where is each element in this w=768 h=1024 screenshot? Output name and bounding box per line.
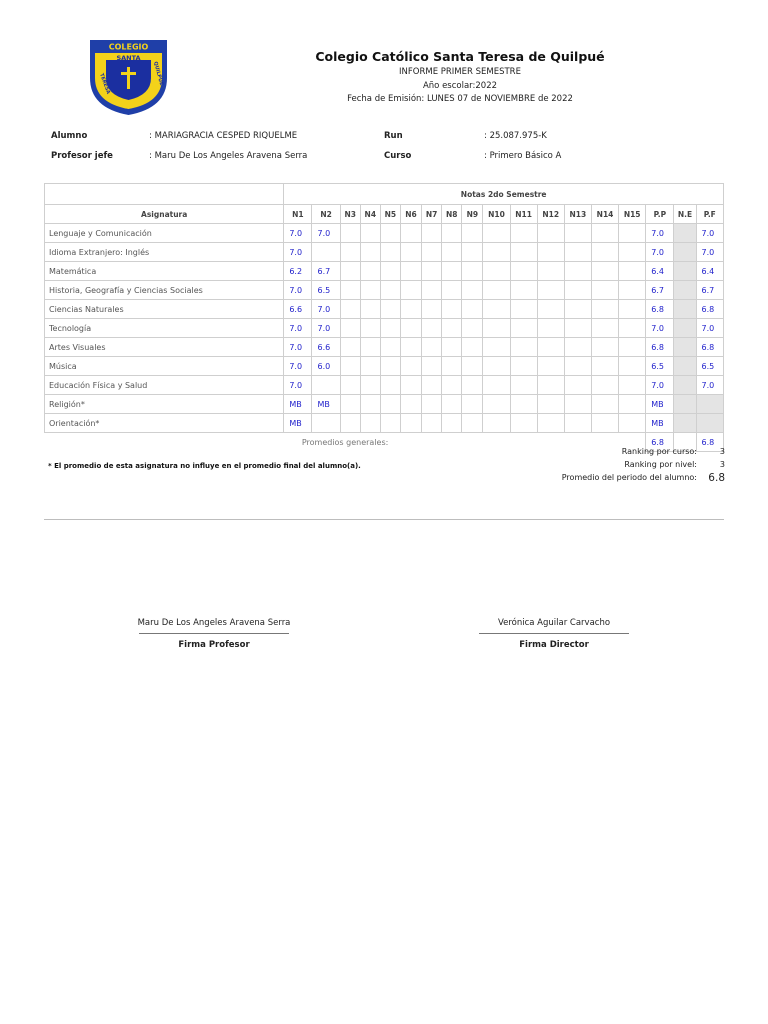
table-row bbox=[45, 281, 724, 300]
promedio-pp: 6.8 bbox=[646, 433, 674, 452]
table-row bbox=[45, 319, 724, 338]
grade-ne bbox=[674, 414, 696, 433]
grade-pp: 6.4 bbox=[646, 262, 674, 281]
column-header: N15 bbox=[619, 205, 646, 224]
grade-empty bbox=[380, 281, 400, 300]
svg-text:SANTA: SANTA bbox=[116, 54, 141, 62]
grade-empty bbox=[340, 243, 360, 262]
grade-empty bbox=[483, 376, 510, 395]
grade-empty bbox=[360, 281, 380, 300]
signature-line bbox=[139, 633, 289, 634]
grade-empty bbox=[400, 338, 421, 357]
grade-empty bbox=[380, 376, 400, 395]
run-label: Run bbox=[384, 131, 403, 141]
subject-cell: Música bbox=[45, 357, 284, 376]
grade-empty bbox=[483, 243, 510, 262]
grade-empty bbox=[483, 357, 510, 376]
profesor-signature-role: Firma Profesor bbox=[178, 640, 250, 650]
grade-empty bbox=[442, 281, 462, 300]
grade-pp: MB bbox=[646, 414, 674, 433]
grade-empty bbox=[462, 300, 483, 319]
profesor-label: Profesor jefe bbox=[51, 151, 113, 161]
grade-empty bbox=[462, 262, 483, 281]
grade-empty bbox=[360, 262, 380, 281]
grade-empty bbox=[564, 319, 591, 338]
promedio-periodo-label: Promedio del periodo del alumno: bbox=[561, 473, 697, 482]
grade-empty bbox=[510, 224, 537, 243]
footnote: * El promedio de esta asignatura no influye en el promedio final del alumno(a). bbox=[48, 462, 361, 470]
director-signature-role: Firma Director bbox=[519, 640, 589, 650]
grade-empty bbox=[619, 300, 646, 319]
column-header: N6 bbox=[400, 205, 421, 224]
grade-empty bbox=[360, 357, 380, 376]
grade-empty bbox=[340, 395, 360, 414]
grade-pp: 7.0 bbox=[646, 319, 674, 338]
grade-empty bbox=[422, 357, 442, 376]
grade-pf bbox=[696, 414, 723, 433]
signature-line bbox=[479, 633, 629, 634]
grade-empty bbox=[510, 357, 537, 376]
column-header: P.P bbox=[646, 205, 674, 224]
grade-n2: MB bbox=[312, 395, 340, 414]
grade-empty bbox=[340, 224, 360, 243]
grade-empty bbox=[537, 338, 564, 357]
grade-empty bbox=[360, 338, 380, 357]
grade-empty bbox=[380, 414, 400, 433]
grade-empty bbox=[510, 376, 537, 395]
grade-empty bbox=[462, 243, 483, 262]
grade-n2 bbox=[312, 243, 340, 262]
grade-empty bbox=[564, 224, 591, 243]
grade-empty bbox=[483, 224, 510, 243]
profesor-value: : Maru De Los Angeles Aravena Serra bbox=[149, 151, 308, 161]
grade-empty bbox=[591, 300, 618, 319]
grade-n1: 6.6 bbox=[284, 300, 312, 319]
grade-empty bbox=[462, 414, 483, 433]
grade-n1: 7.0 bbox=[284, 319, 312, 338]
subject-cell: Ciencias Naturales bbox=[45, 300, 284, 319]
grade-empty bbox=[510, 414, 537, 433]
grade-empty bbox=[442, 338, 462, 357]
grade-empty bbox=[340, 262, 360, 281]
grade-n1: 7.0 bbox=[284, 376, 312, 395]
grade-empty bbox=[422, 338, 442, 357]
grade-empty bbox=[483, 281, 510, 300]
grade-pp: 7.0 bbox=[646, 376, 674, 395]
ranking-nivel-value: 3 bbox=[719, 460, 725, 469]
grade-ne bbox=[674, 224, 696, 243]
grade-n1: 7.0 bbox=[284, 338, 312, 357]
grade-empty bbox=[591, 414, 618, 433]
grade-empty bbox=[537, 414, 564, 433]
grade-empty bbox=[537, 224, 564, 243]
column-header: N14 bbox=[591, 205, 618, 224]
subject-cell: Tecnología bbox=[45, 319, 284, 338]
grade-empty bbox=[360, 376, 380, 395]
grade-n1: 7.0 bbox=[284, 281, 312, 300]
svg-text:COLEGIO: COLEGIO bbox=[108, 42, 149, 52]
grade-empty bbox=[422, 376, 442, 395]
ranking-nivel-label: Ranking por nivel: bbox=[624, 460, 697, 469]
subject-cell: Matemática bbox=[45, 262, 284, 281]
grade-n1: 7.0 bbox=[284, 243, 312, 262]
grade-empty bbox=[619, 262, 646, 281]
run-value: : 25.087.975-K bbox=[484, 131, 547, 141]
grade-ne bbox=[674, 243, 696, 262]
subject-cell: Educación Física y Salud bbox=[45, 376, 284, 395]
grade-empty bbox=[422, 243, 442, 262]
grade-ne bbox=[674, 262, 696, 281]
ranking-stats bbox=[562, 445, 725, 484]
alumno-value: : MARIAGRACIA CESPED RIQUELME bbox=[149, 131, 298, 141]
grade-empty bbox=[462, 338, 483, 357]
grade-empty bbox=[510, 281, 537, 300]
grade-n2: 6.6 bbox=[312, 338, 340, 357]
table-row bbox=[45, 414, 724, 433]
grade-empty bbox=[360, 224, 380, 243]
grade-empty bbox=[591, 262, 618, 281]
grade-empty bbox=[537, 300, 564, 319]
subject-cell: Orientación* bbox=[45, 414, 284, 433]
report-title: INFORME PRIMER SEMESTRE bbox=[399, 67, 521, 77]
grade-n2: 7.0 bbox=[312, 224, 340, 243]
column-header: N4 bbox=[360, 205, 380, 224]
column-header: P.F bbox=[696, 205, 723, 224]
grade-pp: 7.0 bbox=[646, 224, 674, 243]
grade-empty bbox=[537, 243, 564, 262]
grade-empty bbox=[510, 319, 537, 338]
blank-cell bbox=[45, 433, 284, 452]
grade-empty bbox=[380, 357, 400, 376]
grade-empty bbox=[400, 395, 421, 414]
signature-profesor bbox=[124, 617, 304, 650]
profesor-signature-name: Maru De Los Angeles Aravena Serra bbox=[137, 618, 291, 628]
grade-ne bbox=[674, 300, 696, 319]
grade-n2 bbox=[312, 414, 340, 433]
grade-empty bbox=[537, 395, 564, 414]
grade-empty bbox=[483, 300, 510, 319]
grade-empty bbox=[483, 262, 510, 281]
grade-empty bbox=[340, 414, 360, 433]
grade-empty bbox=[380, 338, 400, 357]
column-header: N1 bbox=[284, 205, 312, 224]
student-info bbox=[51, 131, 711, 171]
grade-empty bbox=[400, 262, 421, 281]
grade-n2: 7.0 bbox=[312, 319, 340, 338]
subject-cell: Artes Visuales bbox=[45, 338, 284, 357]
grade-empty bbox=[483, 338, 510, 357]
column-header: N7 bbox=[422, 205, 442, 224]
grade-empty bbox=[380, 300, 400, 319]
grade-empty bbox=[360, 319, 380, 338]
promedio-periodo-value: 6.8 bbox=[708, 471, 725, 484]
school-logo bbox=[88, 38, 169, 116]
grade-n1: 7.0 bbox=[284, 224, 312, 243]
grade-empty bbox=[380, 224, 400, 243]
table-row bbox=[45, 395, 724, 414]
grade-empty bbox=[422, 300, 442, 319]
report-header bbox=[250, 48, 670, 107]
grade-empty bbox=[400, 300, 421, 319]
divider bbox=[44, 519, 724, 520]
grade-pf: 7.0 bbox=[696, 224, 723, 243]
ranking-curso-value: 3 bbox=[719, 447, 725, 456]
grade-empty bbox=[564, 338, 591, 357]
grade-n2: 6.5 bbox=[312, 281, 340, 300]
grade-empty bbox=[564, 281, 591, 300]
curso-value: : Primero Básico A bbox=[484, 151, 562, 161]
grade-empty bbox=[510, 300, 537, 319]
column-header: N13 bbox=[564, 205, 591, 224]
grade-empty bbox=[400, 319, 421, 338]
school-name: Colegio Católico Santa Teresa de Quilpué bbox=[315, 49, 605, 64]
grade-pp: MB bbox=[646, 395, 674, 414]
grade-empty bbox=[400, 224, 421, 243]
promedio-pf: 6.8 bbox=[696, 433, 723, 452]
grade-ne bbox=[674, 281, 696, 300]
grade-empty bbox=[380, 319, 400, 338]
svg-text:TERESA: TERESA bbox=[98, 72, 112, 95]
table-row bbox=[45, 338, 724, 357]
grade-empty bbox=[537, 319, 564, 338]
grade-empty bbox=[564, 414, 591, 433]
grade-empty bbox=[483, 395, 510, 414]
grade-empty bbox=[422, 224, 442, 243]
grade-empty bbox=[483, 414, 510, 433]
grade-ne bbox=[674, 357, 696, 376]
grade-empty bbox=[422, 319, 442, 338]
grade-empty bbox=[400, 357, 421, 376]
grades-body bbox=[45, 224, 724, 452]
promedios-label: Promedios generales: bbox=[284, 433, 646, 452]
table-row bbox=[45, 300, 724, 319]
grade-empty bbox=[442, 395, 462, 414]
grade-empty bbox=[380, 262, 400, 281]
grade-empty bbox=[591, 357, 618, 376]
grade-empty bbox=[462, 395, 483, 414]
column-header: N9 bbox=[462, 205, 483, 224]
grade-empty bbox=[564, 395, 591, 414]
grade-empty bbox=[591, 376, 618, 395]
grade-empty bbox=[340, 319, 360, 338]
grade-n2: 6.0 bbox=[312, 357, 340, 376]
grade-empty bbox=[564, 243, 591, 262]
table-row bbox=[45, 357, 724, 376]
grade-pp: 6.5 bbox=[646, 357, 674, 376]
grade-empty bbox=[380, 395, 400, 414]
grade-empty bbox=[442, 376, 462, 395]
column-header: N2 bbox=[312, 205, 340, 224]
column-header: N3 bbox=[340, 205, 360, 224]
grade-ne bbox=[674, 395, 696, 414]
subject-cell: Religión* bbox=[45, 395, 284, 414]
grade-empty bbox=[442, 262, 462, 281]
grade-empty bbox=[340, 281, 360, 300]
group-header: Notas 2do Semestre bbox=[284, 184, 724, 205]
grade-empty bbox=[619, 414, 646, 433]
grade-empty bbox=[591, 395, 618, 414]
grade-empty bbox=[462, 376, 483, 395]
grade-empty bbox=[510, 338, 537, 357]
grade-pf: 7.0 bbox=[696, 319, 723, 338]
grade-pf: 6.7 bbox=[696, 281, 723, 300]
grade-empty bbox=[564, 262, 591, 281]
grade-empty bbox=[340, 338, 360, 357]
grade-empty bbox=[400, 243, 421, 262]
grade-empty bbox=[591, 319, 618, 338]
grade-empty bbox=[619, 376, 646, 395]
subject-cell: Lenguaje y Comunicación bbox=[45, 224, 284, 243]
grade-empty bbox=[619, 395, 646, 414]
grade-empty bbox=[340, 357, 360, 376]
grade-n2: 7.0 bbox=[312, 300, 340, 319]
grade-empty bbox=[422, 262, 442, 281]
column-header: N10 bbox=[483, 205, 510, 224]
grade-empty bbox=[510, 243, 537, 262]
grade-empty bbox=[442, 319, 462, 338]
grade-empty bbox=[591, 338, 618, 357]
column-header: N5 bbox=[380, 205, 400, 224]
issue-date: Fecha de Emisión: LUNES 07 de NOVIEMBRE de 2022 bbox=[347, 94, 573, 104]
grade-empty bbox=[442, 243, 462, 262]
grade-pp: 6.7 bbox=[646, 281, 674, 300]
grade-pp: 7.0 bbox=[646, 243, 674, 262]
grade-pp: 6.8 bbox=[646, 300, 674, 319]
grade-empty bbox=[591, 281, 618, 300]
signature-director bbox=[464, 617, 644, 650]
ranking-curso-label: Ranking por curso: bbox=[621, 447, 697, 456]
grade-empty bbox=[564, 300, 591, 319]
grade-empty bbox=[537, 376, 564, 395]
grade-empty bbox=[619, 338, 646, 357]
grade-empty bbox=[442, 224, 462, 243]
grade-n2 bbox=[312, 376, 340, 395]
grade-n2: 6.7 bbox=[312, 262, 340, 281]
grade-empty bbox=[422, 281, 442, 300]
subject-cell: Historia, Geografía y Ciencias Sociales bbox=[45, 281, 284, 300]
grade-empty bbox=[400, 414, 421, 433]
grade-n1: 7.0 bbox=[284, 357, 312, 376]
grade-pf: 7.0 bbox=[696, 376, 723, 395]
grade-empty bbox=[340, 300, 360, 319]
table-row bbox=[45, 376, 724, 395]
grade-empty bbox=[619, 357, 646, 376]
grade-empty bbox=[462, 224, 483, 243]
grade-empty bbox=[380, 243, 400, 262]
grade-pf bbox=[696, 395, 723, 414]
grade-empty bbox=[619, 224, 646, 243]
grade-pp: 6.8 bbox=[646, 338, 674, 357]
grade-empty bbox=[400, 376, 421, 395]
grade-empty bbox=[619, 243, 646, 262]
curso-label: Curso bbox=[384, 151, 412, 161]
grade-empty bbox=[360, 243, 380, 262]
grade-empty bbox=[360, 300, 380, 319]
grade-empty bbox=[400, 281, 421, 300]
grade-empty bbox=[619, 319, 646, 338]
grade-empty bbox=[564, 357, 591, 376]
empty-header-cell bbox=[45, 184, 284, 205]
svg-text:QUILPUE: QUILPUE bbox=[152, 60, 165, 87]
grade-ne bbox=[674, 319, 696, 338]
grade-empty bbox=[462, 357, 483, 376]
grade-empty bbox=[510, 395, 537, 414]
column-header: N12 bbox=[537, 205, 564, 224]
grade-pf: 6.8 bbox=[696, 300, 723, 319]
grade-empty bbox=[591, 224, 618, 243]
grade-empty bbox=[537, 357, 564, 376]
column-header: N8 bbox=[442, 205, 462, 224]
table-row bbox=[45, 224, 724, 243]
grade-empty bbox=[360, 414, 380, 433]
grade-empty bbox=[619, 281, 646, 300]
grade-empty bbox=[537, 281, 564, 300]
grade-empty bbox=[422, 395, 442, 414]
grade-pf: 6.4 bbox=[696, 262, 723, 281]
column-header: N.E bbox=[674, 205, 696, 224]
grade-empty bbox=[462, 319, 483, 338]
subject-header: Asignatura bbox=[45, 205, 284, 224]
grade-pf: 6.8 bbox=[696, 338, 723, 357]
subject-cell: Idioma Extranjero: Inglés bbox=[45, 243, 284, 262]
grade-empty bbox=[442, 414, 462, 433]
column-header: N11 bbox=[510, 205, 537, 224]
director-signature-name: Verónica Aguilar Carvacho bbox=[497, 618, 611, 628]
grade-n1: 6.2 bbox=[284, 262, 312, 281]
alumno-label: Alumno bbox=[51, 131, 88, 141]
grade-n1: MB bbox=[284, 414, 312, 433]
table-row bbox=[45, 262, 724, 281]
grade-n1: MB bbox=[284, 395, 312, 414]
grade-ne bbox=[674, 338, 696, 357]
grade-empty bbox=[462, 281, 483, 300]
grade-ne bbox=[674, 376, 696, 395]
column-header-row bbox=[45, 205, 724, 224]
grade-empty bbox=[483, 319, 510, 338]
table-row bbox=[45, 243, 724, 262]
grade-empty bbox=[360, 395, 380, 414]
grade-empty bbox=[510, 262, 537, 281]
grade-empty bbox=[591, 243, 618, 262]
grades-table bbox=[44, 183, 724, 452]
grade-empty bbox=[537, 262, 564, 281]
grade-empty bbox=[340, 376, 360, 395]
school-year: Año escolar:2022 bbox=[422, 80, 498, 91]
grade-empty bbox=[564, 376, 591, 395]
grade-empty bbox=[442, 300, 462, 319]
grade-empty bbox=[442, 357, 462, 376]
grade-empty bbox=[422, 414, 442, 433]
grade-pf: 7.0 bbox=[696, 243, 723, 262]
grade-pf: 6.5 bbox=[696, 357, 723, 376]
